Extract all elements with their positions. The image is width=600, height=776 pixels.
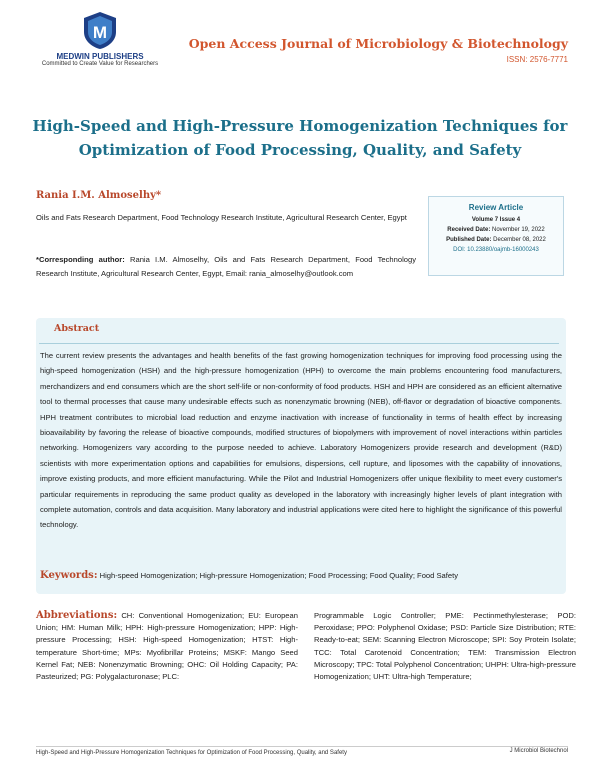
abbreviations-left-column bbox=[36, 610, 298, 683]
corresponding-text: Rania I.M. Almoselhy, Oils and Fats Research Department, Food Technology Research Institute, Agricultural Research Center, Egypt, Email: rania_almoselhy@outlook.com bbox=[36, 255, 416, 278]
abbreviations-right-column: Programmable Logic Controller; PME: Pectinmethylesterase; POD: Peroxidase; PPO: Polyphenol Oxidase; PSD: Particle Size Distribution; RTE: Ready-to-eat; SEM: Scanning Electron Microscope; SPI: Soy Protein Isolate; TCC: Total Carotenoid Concentration; TEM: Transmission Electron Microscopy; TPC: Total Polyphenol Concentration; UHPH: Ultra-high-pressure Homogenization; UHT: Ultra-high Temperature; bbox=[314, 611, 576, 682]
abstract-text: The current review presents the advantages and health benefits of the fast growing homogenization techniques for improving food processing using the high-speed homogenization (HSH) and the high-pressure homogenization (HPH) to overcome the main problems encountering food manufacturers, merchandizers and end consumers which are the short self-life or non-conformity of food products. HSH and HPH are considered as an efficient alternative tool to thermal processes that cause many undesirable effects such as nonenzymatic browning (NEB), off-flavor or degradation of bioactive components. HPH treatment contributes to microbial load reduction and enzyme inactivation with increase of functionality in terms of health effect by increasing bioavailability by favoring the release of bioactive compounds, modified structures of biopolymers with improvement of novel interactions within particles networking. Homogenizers vary according to the purpose needed to achieve. Laboratory Homogenizers provide research and development (R&D) scientists with more experimentation options and capabilities for emulsions, dispersions, cell rupture, and liposomes with the capability of innovations, improve existing products, and more efficient manufacturing. While the Pilot and Industrial Homogenizers offer unique flexibility to meet every customer's particular requirements in reproducing the same product quality as developed in the laboratory with increasingly higher levels of plant integration with complete automation, controls and data acquisition. Many laboratory and industrial applications were cited here to highlight the significance of this powerful technology. bbox=[40, 351, 562, 530]
doi-link[interactable]: DOI: 10.23880/oajmb-16000243 bbox=[453, 247, 539, 253]
footer-divider bbox=[36, 746, 568, 747]
journal-header bbox=[189, 36, 568, 64]
abbreviations-label: Abbreviations: bbox=[36, 610, 118, 621]
journal-title: Open Access Journal of Microbiology & Biotechnology bbox=[188, 36, 568, 51]
footer-journal-abbrev: J Microbiol Biotechnol bbox=[509, 748, 568, 754]
publisher-tagline: Committed to Create Value for Researchers bbox=[41, 61, 159, 67]
author-name: Rania I.M. Almoselhy* bbox=[36, 190, 162, 201]
abstract-heading: Abstract bbox=[54, 323, 100, 334]
medwin-shield-icon bbox=[81, 10, 119, 50]
abstract-divider bbox=[39, 343, 559, 344]
corresponding-author bbox=[36, 253, 416, 281]
article-type: Review Article bbox=[468, 203, 524, 212]
logo-letter: M bbox=[92, 23, 108, 42]
keywords bbox=[40, 570, 564, 581]
paper-title: High-Speed and High-Pressure Homogenization Techniques for Optimization of Food Processing, Quality, and Safety bbox=[32, 117, 568, 159]
volume-issue: Volume 7 Issue 4 bbox=[471, 217, 521, 223]
abbreviations-left-text: CH: Conventional Homogenization; EU: European Union; HM: Human Milk; HPH: High-pressure Homogenization; HPP: High-pressure Processing; HSH: High-speed Homogenization; HTST: High-temperature Short-time; MPs: Myofibrillar Proteins; MSKF: Mango Seed Kernel Fat; NEB: Nonenzymatic Browning; OHC: Oil Holding Capacity; PA: Pasteurized; PG: Polygalacturonase; PLC: bbox=[36, 611, 298, 682]
keywords-text: High-speed Homogenization; High-pressure Homogenization; Food Processing; Food Quality; Food Safety bbox=[99, 571, 459, 580]
publisher-logo bbox=[30, 10, 170, 67]
article-info-box bbox=[428, 196, 564, 276]
author-affiliation: Oils and Fats Research Department, Food Technology Research Institute, Agricultural Research Center, Egypt bbox=[36, 213, 407, 222]
received-date: Received Date: November 19, 2022 bbox=[447, 227, 545, 233]
publisher-name: MEDWIN PUBLISHERS bbox=[56, 52, 144, 61]
journal-issn: ISSN: 2576-7771 bbox=[506, 55, 568, 64]
published-date: Published Date: December 08, 2022 bbox=[446, 237, 546, 243]
footer-running-title: High-Speed and High-Pressure Homogenization Techniques for Optimization of Food Processing, Quality, and Safety bbox=[36, 750, 347, 756]
keywords-label: Keywords: bbox=[40, 570, 98, 581]
corresponding-label: *Corresponding author: bbox=[36, 255, 125, 264]
